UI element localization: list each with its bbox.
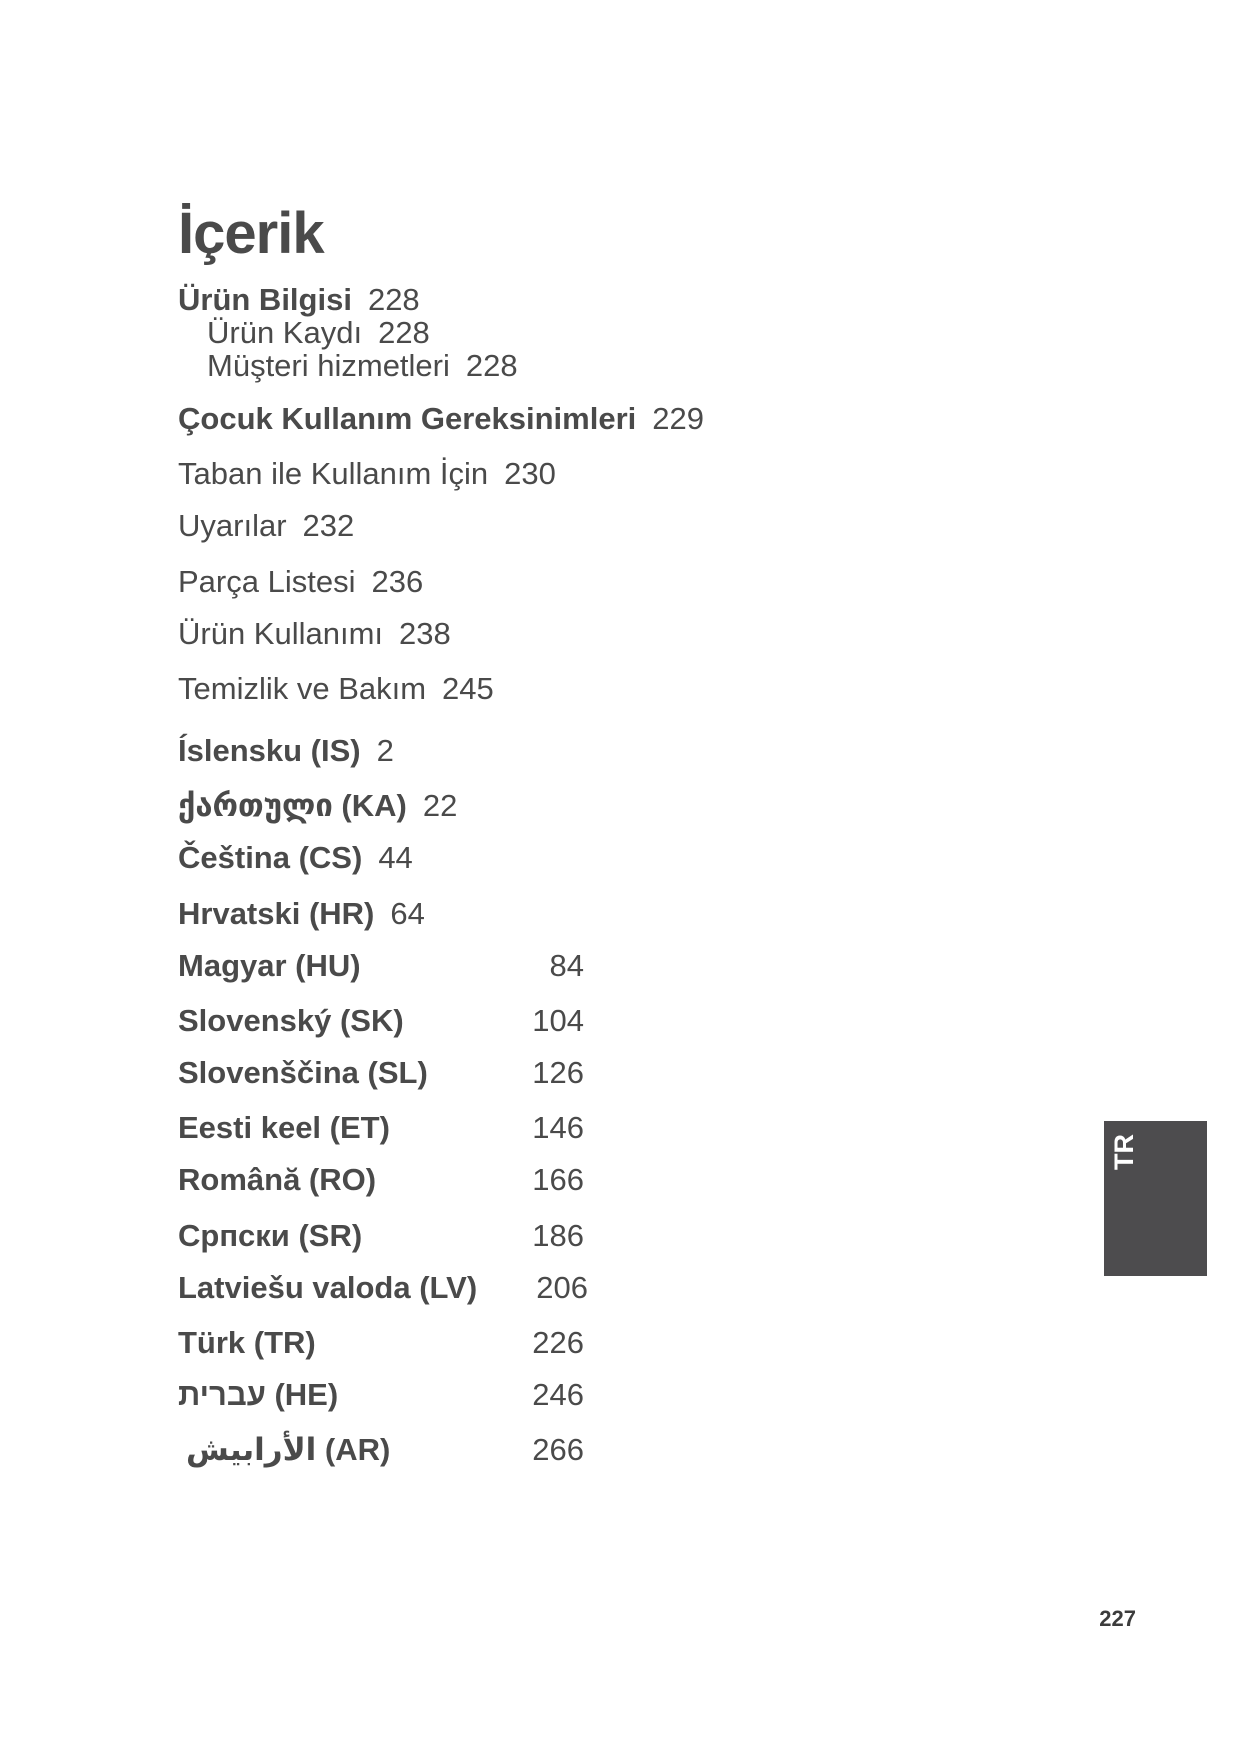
language-page: 146	[532, 1110, 584, 1145]
toc-entry-page: 245	[442, 671, 494, 706]
toc-entry-base-use	[178, 458, 556, 489]
language-entry-lv: Latviešu valoda (LV)	[178, 1270, 478, 1305]
toc-entry-page: 228	[378, 315, 430, 350]
toc-entry-name: Ürün Kullanımı	[178, 616, 384, 651]
language-side-tab-label: TR	[1108, 1134, 1139, 1170]
language-entry-ro: Română (RO)	[178, 1162, 377, 1197]
language-page: 226	[532, 1325, 584, 1360]
language-entry-he: עברית (HE)	[178, 1377, 339, 1412]
language-page: 186	[532, 1218, 584, 1253]
toc-entry-name: Ürün Kaydı	[207, 315, 363, 350]
toc-entry-child-requirements	[178, 403, 704, 434]
language-name: ქართული (KA)	[178, 788, 407, 823]
language-entry-is	[178, 735, 394, 766]
language-entry-cs	[178, 842, 413, 873]
language-entry-sk: Slovenský (SK)	[178, 1003, 404, 1038]
language-name: Čeština (CS)	[178, 840, 363, 875]
toc-entry-product-registration	[207, 317, 430, 348]
toc-entry-page: 228	[465, 348, 518, 383]
toc-entry-name: Çocuk Kullanım Gereksinimleri	[178, 401, 637, 436]
language-entry-hr	[178, 898, 425, 929]
language-entry-sr: Српски (SR)	[178, 1218, 363, 1253]
language-page: 166	[532, 1162, 584, 1197]
language-page: 104	[532, 1003, 584, 1038]
language-page: 266	[532, 1432, 584, 1467]
language-entry-ar: الأرابيش (AR)	[186, 1432, 391, 1467]
toc-entry-page: 238	[399, 616, 451, 651]
toc-entry-name: Taban ile Kullanım İçin	[178, 456, 489, 491]
language-name: Hrvatski (HR)	[178, 896, 375, 931]
language-page: 246	[532, 1377, 584, 1412]
language-entry-sl: Slovenščina (SL)	[178, 1055, 428, 1090]
toc-entry-page: 236	[371, 564, 424, 599]
page-title: İçerik	[178, 201, 324, 266]
toc-entry-name: Müşteri hizmetleri	[207, 348, 450, 383]
language-page: 22	[422, 788, 458, 823]
language-page: 2	[376, 733, 394, 768]
toc-entry-page: 229	[652, 401, 704, 436]
toc-entry-cleaning	[178, 673, 494, 704]
language-page: 44	[378, 840, 413, 875]
toc-entry-customer-service	[207, 350, 518, 381]
page-number: 227	[1099, 1606, 1136, 1631]
toc-entry-name: Parça Listesi	[178, 564, 356, 599]
language-entry-ka	[178, 790, 457, 821]
toc-entry-page: 230	[504, 456, 556, 491]
toc-entry-parts-list	[178, 566, 423, 597]
toc-entry-warnings	[178, 510, 354, 541]
toc-entry-product-use	[178, 618, 451, 649]
language-entry-hu: Magyar (HU)	[178, 948, 361, 983]
toc-entry-page: 228	[367, 282, 420, 317]
toc-entry-name: Temizlik ve Bakım	[178, 671, 427, 706]
language-page: 126	[532, 1055, 584, 1090]
language-page: 84	[549, 948, 584, 983]
toc-entry-name: Uyarılar	[178, 508, 287, 543]
language-entry-et: Eesti keel (ET)	[178, 1110, 390, 1145]
toc-entry-name: Ürün Bilgisi	[178, 282, 352, 317]
language-entry-tr: Türk (TR)	[178, 1325, 316, 1360]
language-page: 206	[536, 1270, 588, 1305]
toc-entry-page: 232	[302, 508, 355, 543]
language-page: 64	[390, 896, 425, 931]
toc-entry-product-info	[178, 284, 420, 315]
language-name: Íslensku (IS)	[178, 733, 361, 768]
